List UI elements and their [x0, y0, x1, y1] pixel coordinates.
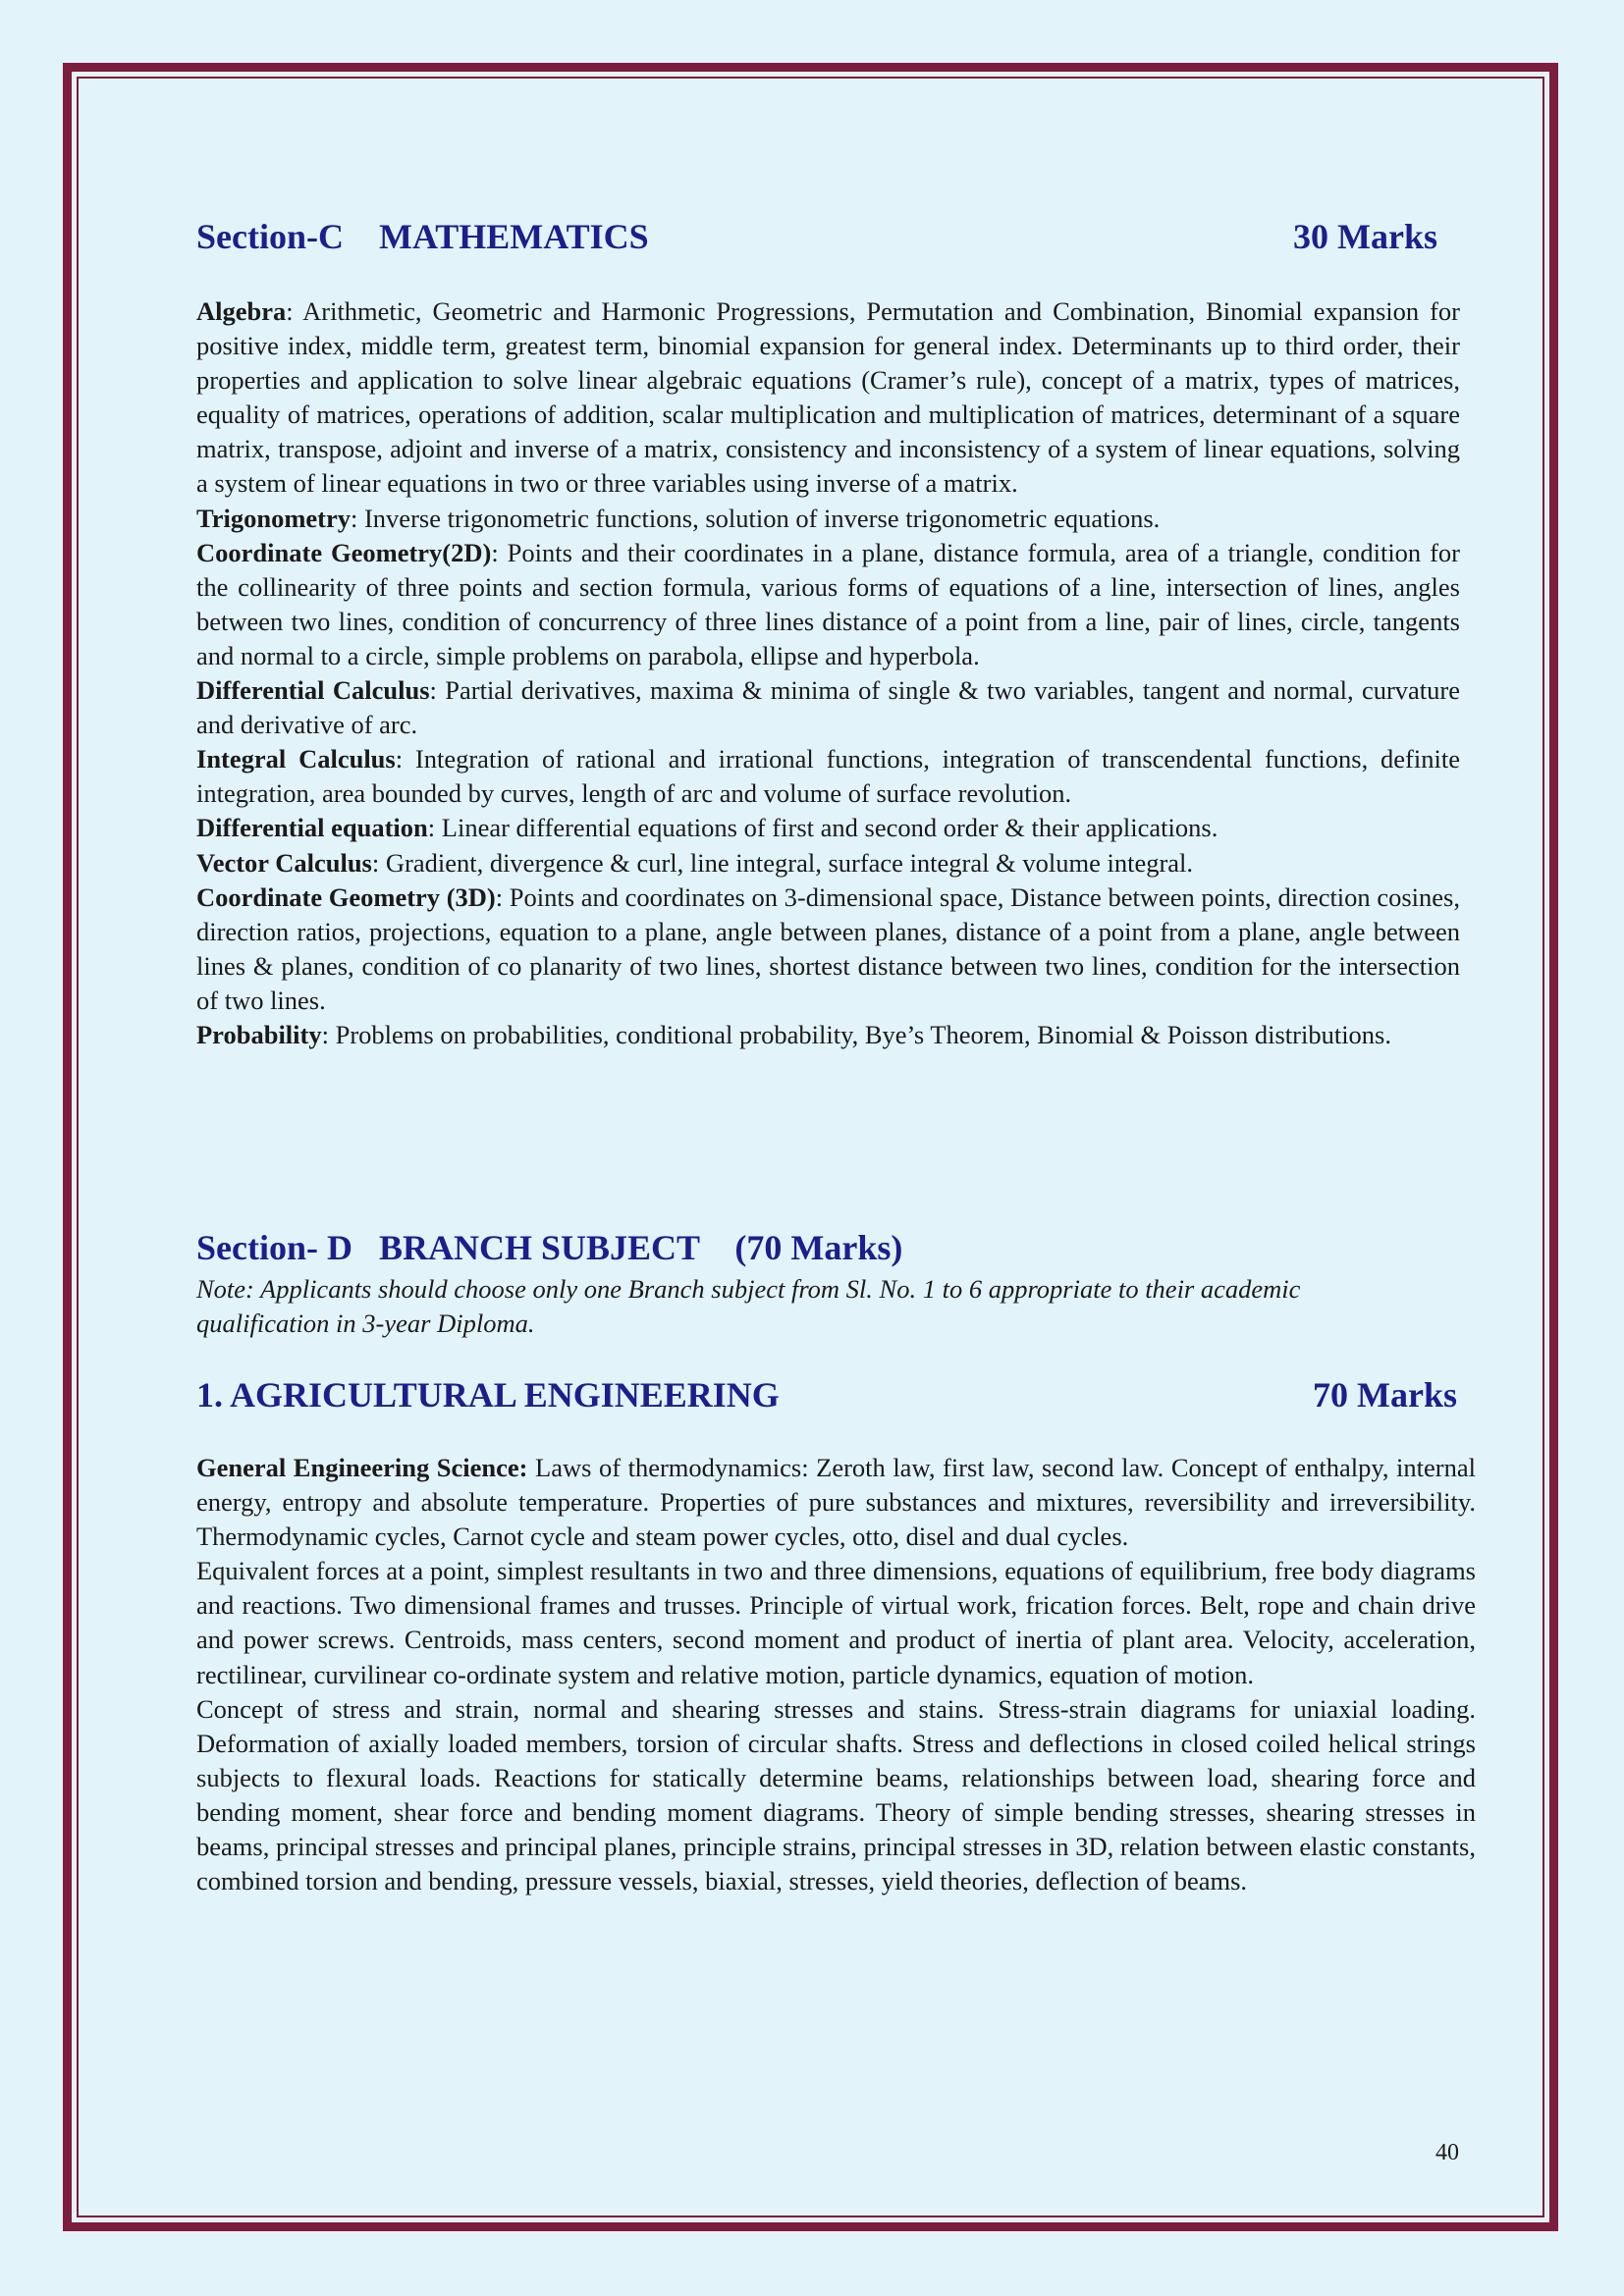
agri-title: 1. AGRICULTURAL ENGINEERING	[196, 1375, 780, 1415]
topic-label: Differential equation	[196, 813, 428, 843]
page-number: 40	[1435, 2140, 1459, 2165]
topic-text: : Arithmetic, Geometric and Harmonic Progressions, Permutation and Combination, Binomial expansion for positive index, middle term, greatest term, binomial expansion for general index. Determinants up to third order, their properties and application to solve linear algebraic equations (Cramer’s rule), concept of a matrix, types of matrices, equality of matrices, operations of addition, scalar multiplication and multiplication of matrices, determinant of a square matrix, transpose, adjoint and inverse of a matrix, consistency and inconsistency of a system of linear equations, solving a system of linear equations in two or three variables using inverse of a matrix.	[196, 296, 1460, 499]
topic-text: : Linear differential equations of first and second order & their applications.	[427, 813, 1218, 843]
topic-differential-calculus	[196, 673, 1460, 742]
agri-para-2: Equivalent forces at a point, simplest resultants in two and three dimensions, equations of equilibrium, free body diagrams and reactions. Two dimensional frames and trusses. Principle of virtual work, frication forces. Belt, rope and chain drive and power screws. Centroids, mass centers, second moment and product of inertia of plant area. Velocity, acceleration, rectilinear, curvilinear co-ordinate system and relative motion, particle dynamics, equation of motion.	[196, 1556, 1476, 1689]
topic-differential-equation	[196, 811, 1460, 845]
section-d-heading	[196, 1227, 902, 1268]
topic-text: : Points and their coordinates in a plane, distance formula, area of a triangle, condition for the collinearity of three points and section formula, various forms of equations of a line, intersection of lines, angles between two lines, condition of concurrency of three lines distance of a point from a line, pair of lines, circle, tangents and normal to a circle, simple problems on parabola, ellipse and hyperbola.	[196, 537, 1460, 670]
topic-label: Algebra	[196, 296, 287, 326]
agri-para-3: Concept of stress and strain, normal and shearing stresses and stains. Stress-strain diagrams for uniaxial loading. Deformation of axially loaded members, torsion of circular shafts. Stress and deflections in closed coiled helical strings subjects to flexural loads. Reactions for statically determine beams, relationships between load, shearing force and bending moment, shear force and bending moment diagrams. Theory of simple bending stresses, shearing stresses in beams, principal stresses and principal planes, principle strains, principal stresses in 3D, relation between elastic constants, combined torsion and bending, pressure vessels, biaxial, stresses, yield theories, deflection of beams.	[196, 1693, 1476, 1896]
topic-label: Integral Calculus	[196, 744, 396, 774]
topic-probability	[196, 1018, 1460, 1052]
topic-label: Coordinate Geometry(2D)	[196, 537, 492, 567]
topic-coordinate-geometry-3d	[196, 881, 1460, 1018]
topic-integral-calculus	[196, 742, 1460, 811]
topic-text: : Gradient, divergence & curl, line integral, surface integral & volume integral.	[371, 847, 1194, 878]
topic-algebra	[196, 294, 1460, 502]
topic-label: Vector Calculus	[196, 847, 372, 878]
agri-lead-text: Laws of thermodynamics: Zeroth law, first law, second law. Concept of enthalpy, internal energy, entropy and absolute temperature. Properties of pure substances and mixtures, reversibility and irreversibility. Thermodynamic cycles, Carnot cycle and steam power cycles, otto, disel and dual cycles.	[196, 1453, 1476, 1552]
topic-trigonometry	[196, 502, 1460, 536]
section-c-syllabus	[196, 294, 1460, 1052]
agri-heading	[196, 1374, 1468, 1415]
topic-label: Coordinate Geometry (3D)	[196, 881, 496, 912]
agri-para-1	[196, 1451, 1476, 1554]
section-d-note: Note: Applicants should choose only one Branch subject from Sl. No. 1 to 6 appropriate to their academic qualification in 3-year Diploma.	[196, 1274, 1301, 1339]
topic-label: Trigonometry	[196, 503, 351, 533]
section-c-heading	[196, 216, 1448, 257]
topic-text: : Integration of rational and irrational functions, integration of transcendental functions, definite integration, area bounded by curves, length of arc and volume of surface revolution.	[196, 744, 1460, 809]
topic-text: : Points and coordinates on 3-dimensional space, Distance between points, direction cosines, direction ratios, projections, equation to a plane, angle between planes, distance of a point from a plane, angle between lines & planes, condition of co planarity of two lines, shortest distance between two lines, condition for the intersection of two lines.	[196, 881, 1460, 1015]
topic-text: : Partial derivatives, maxima & minima of single & two variables, tangent and normal, curvature and derivative of arc.	[196, 675, 1460, 740]
section-d-title: Section- D BRANCH SUBJECT (70 Marks)	[196, 1228, 903, 1267]
topic-vector-calculus	[196, 846, 1460, 881]
topic-text: : Inverse trigonometric functions, solution of inverse trigonometric equations.	[351, 503, 1161, 533]
agri-syllabus	[196, 1451, 1476, 1898]
section-c-title: Section-C MATHEMATICS	[196, 217, 649, 256]
topic-coordinate-geometry-2d	[196, 536, 1460, 673]
topic-label: Probability	[196, 1019, 322, 1049]
topic-text: : Problems on probabilities, conditional probability, Bye’s Theorem, Binomial & Poisson distributions.	[321, 1019, 1391, 1049]
agri-marks: 70 Marks	[1313, 1375, 1457, 1415]
topic-label: Differential Calculus	[196, 675, 430, 706]
section-c-marks: 30 Marks	[1293, 217, 1437, 256]
agri-lead-label: General Engineering Science:	[196, 1453, 528, 1482]
